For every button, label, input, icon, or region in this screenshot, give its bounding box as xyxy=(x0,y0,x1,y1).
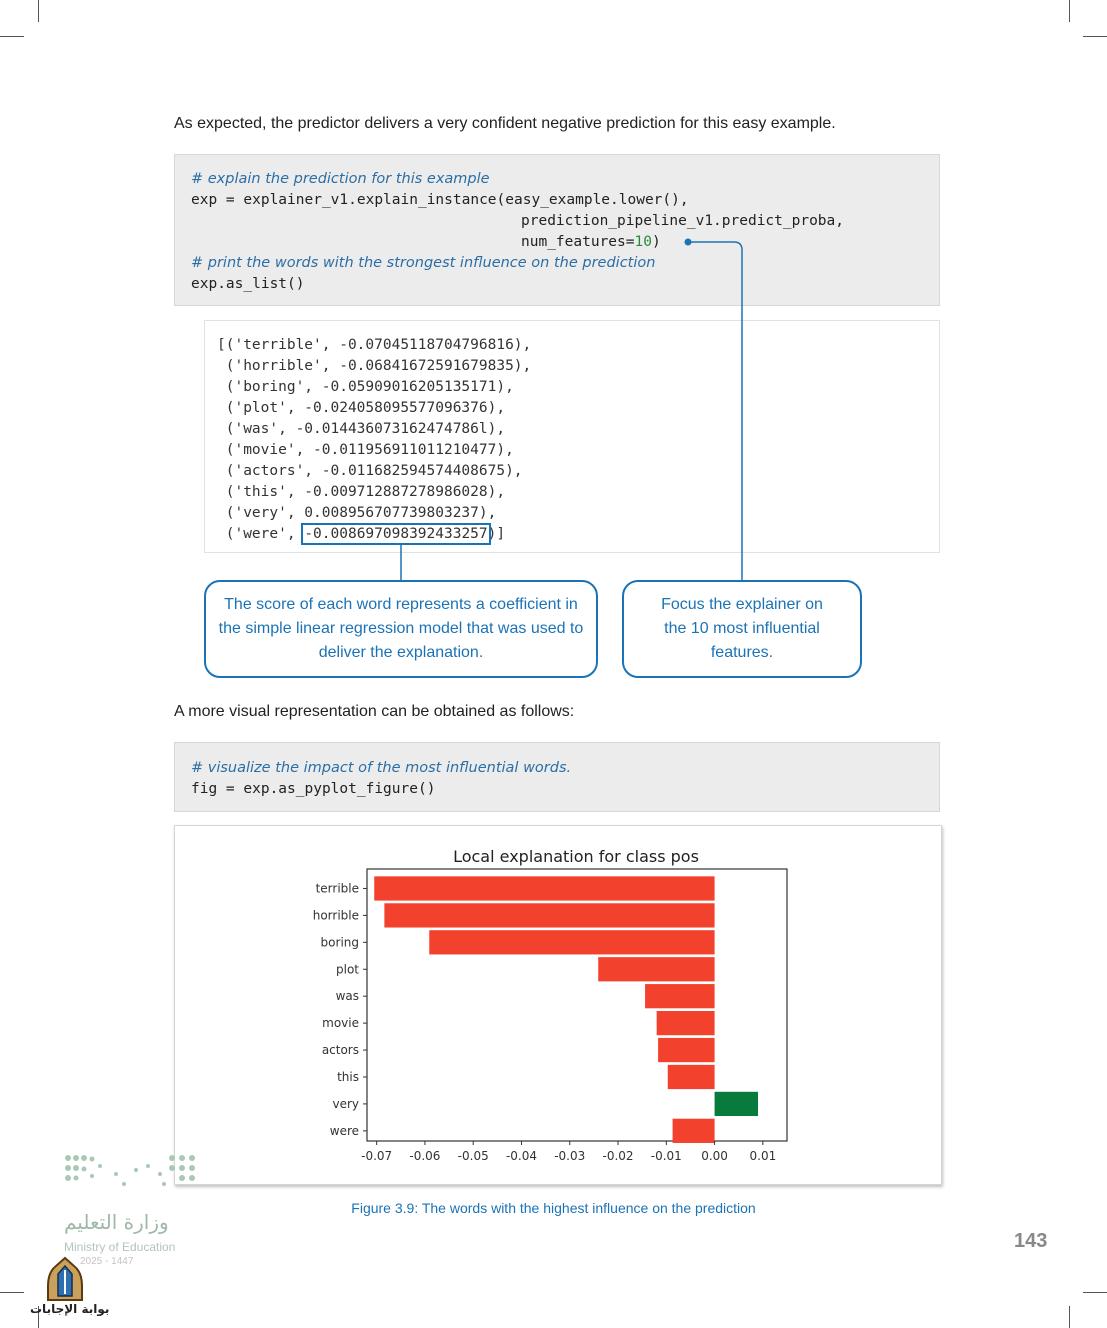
intro-paragraph: As expected, the predictor delivers a very confident negative prediction for this easy example. xyxy=(174,115,836,132)
crop-mark xyxy=(1069,1306,1070,1328)
bar-very xyxy=(715,1092,758,1116)
bar-terrible xyxy=(374,876,714,900)
callout-score-explanation: The score of each word represents a coefficient in the simple linear regression model that was used to deliver the explanation. xyxy=(204,580,598,678)
bar-movie xyxy=(657,1011,715,1035)
x-tick-label: -0.05 xyxy=(457,1149,489,1163)
highlighted-value: -0.008697098392433257 xyxy=(304,526,488,542)
bar-actors xyxy=(658,1038,714,1062)
ministry-year: 2025 - 1447 xyxy=(80,1256,134,1267)
y-tick-label: actors xyxy=(321,1043,359,1058)
output-line: ('this', -0.009712887278986028), xyxy=(217,484,506,500)
code-line: fig = exp.as_pyplot_figure() xyxy=(191,781,436,797)
callout-num-features: Focus the explainer on the 10 most influential features. xyxy=(622,580,862,678)
output-line: ('boring', -0.05909016205135171), xyxy=(217,379,514,395)
y-tick-label: was xyxy=(335,989,359,1004)
bar-horrible xyxy=(384,903,714,927)
ministry-name-english: Ministry of Education xyxy=(64,1240,176,1254)
output-line: ('movie', -0.011956911011210477), xyxy=(217,442,514,458)
output-line: ('horrible', -0.06841672591679835), xyxy=(217,358,532,374)
bar-chart xyxy=(175,826,941,1184)
chart-title: Local explanation for class pos xyxy=(453,847,699,866)
code-line: exp.as_list() xyxy=(191,276,305,292)
bar-boring xyxy=(429,930,714,954)
y-tick-label: boring xyxy=(320,935,359,950)
output-line: ('very', 0.008956707739803237), xyxy=(217,505,497,521)
x-tick-label: -0.01 xyxy=(650,1149,682,1163)
x-tick-label: -0.03 xyxy=(554,1149,586,1163)
x-tick-label: -0.02 xyxy=(602,1149,634,1163)
y-tick-label: this xyxy=(337,1069,359,1084)
x-tick-label: -0.04 xyxy=(505,1149,538,1163)
y-tick-label: movie xyxy=(322,1016,359,1031)
bar-were xyxy=(673,1119,715,1143)
crop-mark xyxy=(1083,1292,1107,1293)
code-line: prediction_pipeline_v1.predict_proba, xyxy=(521,213,845,229)
code-comment: # print the words with the strongest influence on the prediction xyxy=(191,255,656,271)
figure-caption: Figure 3.9: The words with the highest influence on the prediction xyxy=(351,1200,756,1216)
portal-brand-text: بوابة الإجابات xyxy=(30,1302,110,1316)
output-line: ('plot', -0.024058095577096376), xyxy=(217,400,506,416)
connector-line xyxy=(688,242,742,582)
x-tick-label: -0.07 xyxy=(361,1149,393,1163)
page-number: 143 xyxy=(1014,1230,1048,1252)
bar-was xyxy=(645,984,715,1008)
code-number: 10 xyxy=(634,234,652,250)
bar-this xyxy=(668,1065,715,1089)
output-line: ('actors', -0.011682594574408675), xyxy=(217,463,523,479)
code-comment: # visualize the impact of the most influential words. xyxy=(191,760,572,776)
ministry-name-arabic: وزارة التعليم xyxy=(64,1210,169,1234)
y-tick-label: were xyxy=(329,1123,359,1138)
portal-logo-icon xyxy=(44,1256,86,1302)
visual-paragraph: A more visual representation can be obtained as follows: xyxy=(174,703,575,720)
crop-mark xyxy=(0,1292,24,1293)
code-line: exp = explainer_v1.explain_instance(easy_example.lower(), xyxy=(191,192,689,208)
code-token: num_features= xyxy=(521,234,635,250)
ministry-logo-icon xyxy=(64,1152,200,1202)
y-tick-label: very xyxy=(332,1096,359,1111)
output-token: )] xyxy=(487,526,506,542)
bar-plot xyxy=(598,957,714,981)
y-tick-label: plot xyxy=(336,962,359,977)
x-tick-label: 0.00 xyxy=(701,1149,728,1163)
x-tick-label: -0.06 xyxy=(409,1149,441,1163)
code-block-visualize xyxy=(174,742,940,812)
output-line: ('was', -0.014436073162474786l), xyxy=(217,421,506,437)
code-token: ) xyxy=(651,234,661,250)
output-token: ('were', xyxy=(217,526,305,542)
y-tick-label: terrible xyxy=(315,881,359,896)
output-line: [('terrible', -0.07045118704796816), xyxy=(217,337,532,353)
code-comment: # explain the prediction for this example xyxy=(191,171,490,187)
y-tick-label: horrible xyxy=(312,908,359,923)
x-tick-label: 0.01 xyxy=(749,1149,777,1163)
figure-frame xyxy=(174,825,942,1185)
